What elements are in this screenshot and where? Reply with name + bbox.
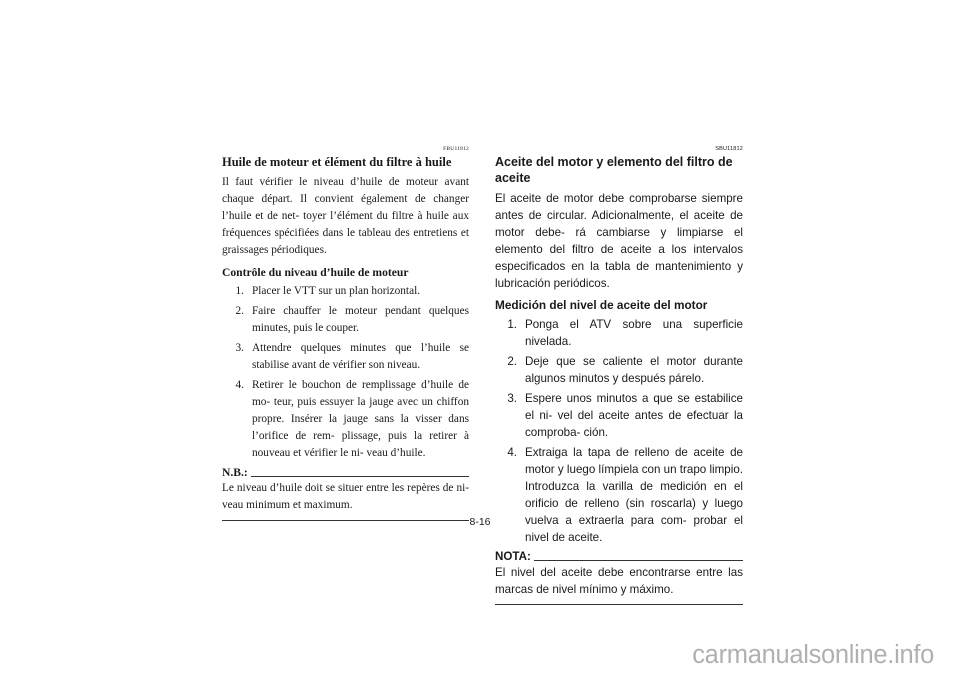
step-text: Retirer le bouchon de remplissage d’huile de mo- teur, puis essuyer la jauge avec un chiffon propre. Insérer la jauge sans la visser dans l’orifice de rem- plissage, puis la retirer à nouveau et vérifier le ni- veau d’huile. (252, 379, 469, 459)
intro-paragraph: El aceite de motor debe comprobarse siempre antes de circular. Adicionalmente, el aceite de motor debe- rá cambiarse y limpiarse el elemento del filtro de aceite a los intervalos especificados en la tabla de mantenimiento y lubricación periódicos. (495, 192, 743, 290)
list-item (495, 316, 743, 350)
watermark: carmanualsonline.info (692, 641, 934, 669)
step-number: 4. (235, 379, 244, 391)
list-item (222, 303, 469, 337)
note-label: N.B.: (222, 466, 248, 479)
section-code: SBU11812 (715, 146, 743, 152)
spanish-column (495, 146, 743, 605)
step-number: 1. (235, 285, 244, 297)
step-text: Ponga el ATV sobre una superficie nivelada. (525, 318, 743, 348)
steps-list (222, 283, 469, 462)
note-divider (251, 476, 469, 477)
note-end-divider (222, 520, 469, 521)
list-item (495, 353, 743, 387)
step-text: Deje que se caliente el motor durante algunos minutos y después párelo. (525, 355, 743, 385)
page-number: 8-16 (469, 516, 491, 528)
section-title: Huile de moteur et élément du filtre à huile (222, 155, 452, 169)
step-number: 2. (507, 355, 517, 368)
section-code: FBU11812 (443, 146, 469, 152)
list-item (222, 340, 469, 374)
subheading: Medición del nivel de aceite del motor (495, 298, 708, 312)
note-divider (534, 560, 743, 561)
step-text: Extraiga la tapa de relleno de aceite de motor y luego límpiela con un trapo limpio. Introduzca la varilla de medición en el orificio de relleno (sin roscarla) y luego vuelva a extraerla para com- probar el nivel de aceite. (525, 446, 743, 544)
note-text: Le niveau d’huile doit se situer entre les repères de ni- veau minimum et maximum. (222, 482, 469, 511)
intro-paragraph: Il faut vérifier le niveau d’huile de moteur avant chaque départ. Il convient également de changer l’huile et de net- toyer l’élément du filtre à huile aux fréquences spécifiées dans le tableau des entretiens et graissages périodiques. (222, 176, 469, 256)
step-number: 4. (507, 446, 517, 459)
list-item (495, 390, 743, 441)
list-item (222, 283, 469, 300)
step-text: Placer le VTT sur un plan horizontal. (252, 285, 421, 297)
french-column (222, 146, 469, 521)
note-header (495, 549, 743, 564)
steps-list (495, 316, 743, 546)
step-number: 1. (507, 318, 517, 331)
note-end-divider (495, 604, 743, 605)
note-header (222, 465, 469, 480)
step-number: 3. (235, 342, 244, 354)
note-label: NOTA: (495, 550, 531, 563)
step-number: 3. (507, 392, 517, 405)
step-number: 2. (235, 305, 244, 317)
note-text: El nivel del aceite debe encontrarse entre las marcas de nivel mínimo y máximo. (495, 566, 743, 596)
step-text: Attendre quelques minutes que l’huile se stabilise avant de vérifier son niveau. (252, 342, 469, 371)
section-title: Aceite del motor y elemento del filtro de aceite (495, 155, 733, 185)
list-item (495, 444, 743, 546)
list-item (222, 377, 469, 462)
step-text: Espere unos minutos a que se estabilice el ni- vel del aceite antes de efectuar la comproba- ción. (525, 392, 743, 439)
step-text: Faire chauffer le moteur pendant quelques minutes, puis le couper. (252, 305, 469, 334)
subheading: Contrôle du niveau d’huile de moteur (222, 266, 409, 279)
